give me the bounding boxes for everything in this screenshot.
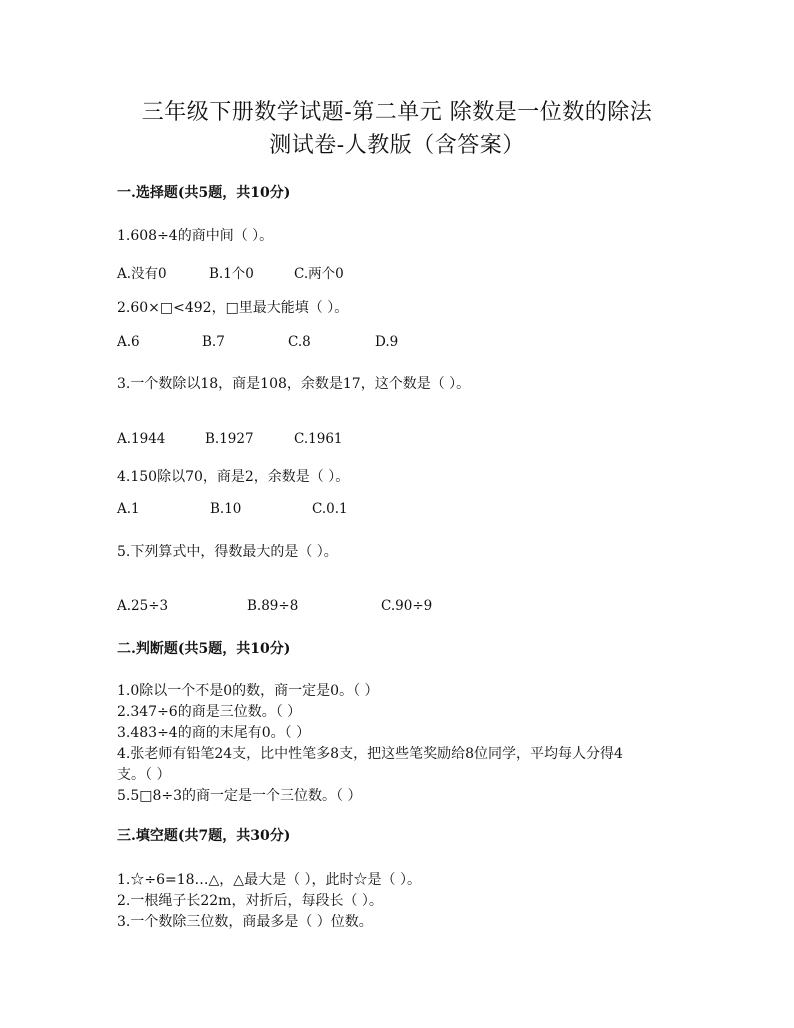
fill-q2: 2.一根绳子长22m，对折后，每段长（ ）。 (117, 893, 383, 909)
fill-q3: 3.一个数除三位数，商最多是（ ）位数。 (117, 914, 373, 930)
fill-q1: 1.☆÷6=18…△，△最大是（ ），此时☆是（ ）。 (117, 872, 421, 888)
judge-q5: 5.5□8÷3的商一定是一个三位数。（ ） (117, 788, 362, 804)
choice-q5-stem: 5.下列算式中，得数最大的是（ ）。 (117, 544, 338, 560)
section-judge-heading: 二.判断题(共5题，共10分) (117, 641, 291, 657)
choice-q1-stem: 1.608÷4的商中间（ ）。 (117, 228, 274, 244)
option-c: C.8 (288, 334, 311, 350)
option-c: C.两个0 (294, 266, 344, 282)
option-a: A.25÷3 (117, 598, 169, 614)
section-fill-heading: 三.填空题(共7题，共30分) (117, 828, 291, 844)
option-a: A.没有0 (117, 266, 167, 282)
title-line-1: 三年级下册数学试题-第二单元 除数是一位数的除法 (141, 100, 653, 125)
choice-q2-stem: 2.60×□<492，□里最大能填（ ）。 (117, 300, 349, 316)
option-b: B.1个0 (209, 266, 254, 282)
option-c: C.90÷9 (381, 598, 433, 614)
section-choice-heading: 一.选择题(共5题，共10分) (117, 185, 291, 201)
choice-q3-stem: 3.一个数除以18，商是108，余数是17，这个数是（ ）。 (117, 376, 471, 392)
option-a: A.1944 (117, 431, 166, 447)
judge-q4-line1: 4.张老师有铅笔24支，比中性笔多8支，把这些笔奖励给8位同学，平均每人分得4 (117, 746, 623, 762)
option-b: B.10 (210, 501, 242, 517)
judge-q4-line2: 支。（ ） (117, 767, 171, 783)
option-c: C.0.1 (312, 501, 348, 517)
option-d: D.9 (375, 334, 399, 350)
title-line-2: 测试卷-人教版（含答案） (269, 133, 525, 158)
option-a: A.6 (117, 334, 140, 350)
option-a: A.1 (117, 501, 140, 517)
option-b: B.7 (202, 334, 225, 350)
choice-q4-stem: 4.150除以70，商是2，余数是（ ）。 (117, 469, 350, 485)
judge-q2: 2.347÷6的商是三位数。（ ） (117, 704, 302, 720)
option-b: B.1927 (205, 431, 254, 447)
judge-q3: 3.483÷4的商的末尾有0。（ ） (117, 725, 311, 741)
judge-q1: 1.0除以一个不是0的数，商一定是0。（ ） (117, 683, 379, 699)
option-c: C.1961 (294, 431, 343, 447)
option-b: B.89÷8 (247, 598, 299, 614)
